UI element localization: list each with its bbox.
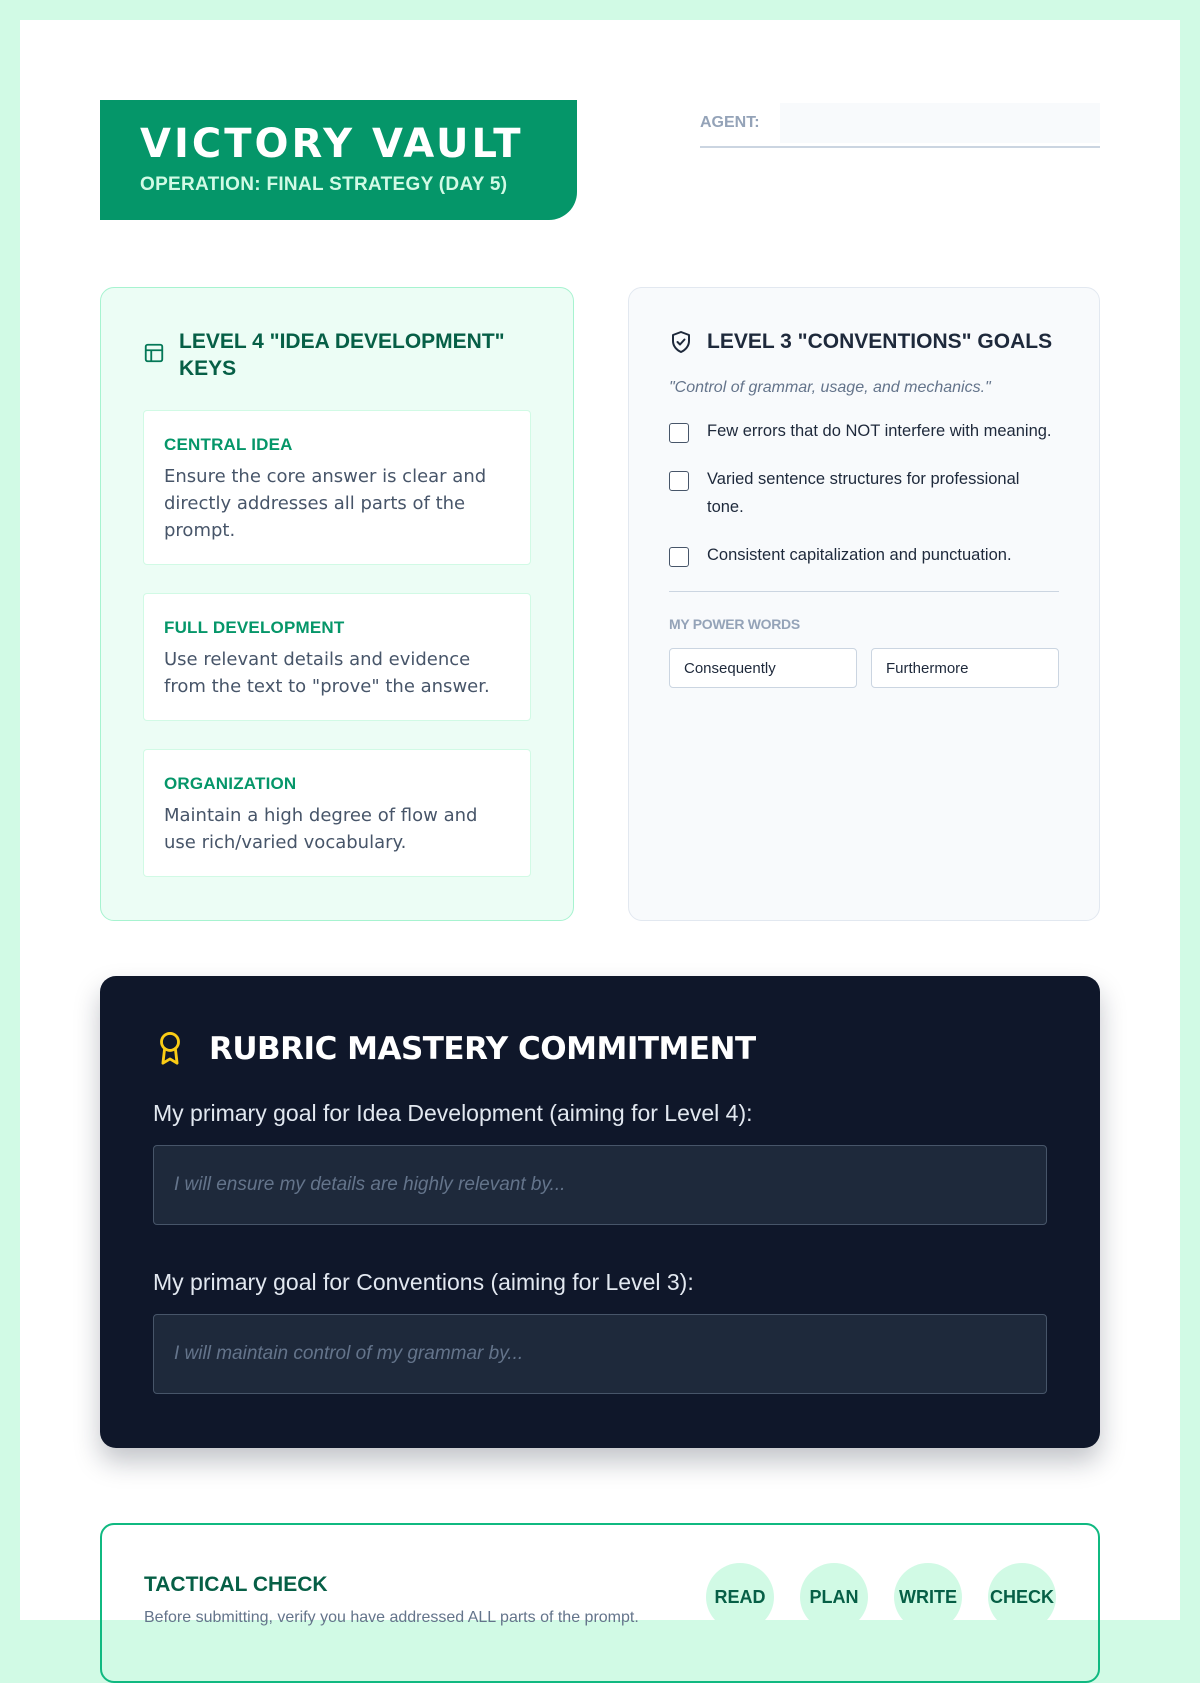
step-write-badge: WRITE bbox=[894, 1563, 962, 1631]
page-subtitle: OPERATION: FINAL STRATEGY (DAY 5) bbox=[140, 174, 508, 195]
key-central-idea bbox=[143, 410, 531, 565]
tactical-check-panel bbox=[100, 1523, 1100, 1683]
goal-checkbox[interactable] bbox=[669, 471, 689, 491]
conventions-card bbox=[628, 287, 1100, 921]
goal-checkbox[interactable] bbox=[669, 423, 689, 443]
conventions-quote: "Control of grammar, usage, and mechanics." bbox=[669, 379, 991, 396]
rubric-commitment-panel bbox=[100, 976, 1100, 1448]
power-word-input-2[interactable] bbox=[871, 648, 1059, 688]
commitment-title: RUBRIC MASTERY COMMITMENT bbox=[209, 1031, 756, 1067]
key-text: Use relevant details and evidence from the text to "prove" the answer. bbox=[164, 649, 490, 697]
step-badges bbox=[706, 1563, 1056, 1631]
key-text: Maintain a high degree of flow and use rich/varied vocabulary. bbox=[164, 805, 478, 853]
goal-item bbox=[669, 541, 1059, 569]
idea-development-card bbox=[100, 287, 574, 921]
goal-checkbox[interactable] bbox=[669, 547, 689, 567]
tactical-description: Before submitting, verify you have addressed ALL parts of the prompt. bbox=[144, 1609, 639, 1626]
idea-goal-prompt: My primary goal for Idea Development (aiming for Level 4): bbox=[153, 1100, 753, 1126]
goal-text: Few errors that do NOT interfere with meaning. bbox=[707, 422, 1052, 440]
shield-check-icon bbox=[669, 330, 693, 354]
page-title: VICTORY VAULT bbox=[140, 121, 524, 167]
idea-card-header bbox=[143, 328, 531, 382]
power-words-label: MY POWER WORDS bbox=[669, 616, 800, 632]
commitment-header bbox=[153, 1030, 1047, 1068]
goal-item bbox=[669, 465, 1059, 521]
idea-goal-input[interactable] bbox=[153, 1145, 1047, 1225]
goal-text: Varied sentence structures for professional tone. bbox=[707, 470, 1020, 516]
agent-field-row bbox=[700, 100, 1100, 148]
key-organization bbox=[143, 749, 531, 877]
conventions-goal-input[interactable] bbox=[153, 1314, 1047, 1394]
goal-item bbox=[669, 417, 1059, 445]
conventions-card-header bbox=[669, 328, 1059, 355]
key-full-development bbox=[143, 593, 531, 721]
step-plan-badge: PLAN bbox=[800, 1563, 868, 1631]
title-banner bbox=[100, 100, 577, 220]
key-title: CENTRAL IDEA bbox=[164, 435, 293, 454]
conventions-card-title: LEVEL 3 "CONVENTIONS" GOALS bbox=[707, 330, 1053, 353]
step-check-badge: CHECK bbox=[988, 1563, 1056, 1631]
award-ribbon-icon bbox=[153, 1030, 187, 1068]
key-text: Ensure the core answer is clear and directly addresses all parts of the prompt. bbox=[164, 466, 487, 541]
key-title: ORGANIZATION bbox=[164, 774, 297, 793]
goal-text: Consistent capitalization and punctuation. bbox=[707, 546, 1012, 564]
power-word-input-1[interactable] bbox=[669, 648, 857, 688]
divider bbox=[669, 591, 1059, 592]
layout-icon bbox=[143, 342, 165, 364]
agent-name-input[interactable] bbox=[780, 103, 1100, 143]
step-read-badge: READ bbox=[706, 1563, 774, 1631]
worksheet-page bbox=[20, 20, 1180, 1626]
key-title: FULL DEVELOPMENT bbox=[164, 618, 345, 637]
idea-card-title: LEVEL 4 "IDEA DEVELOPMENT" KEYS bbox=[179, 330, 505, 380]
agent-label: AGENT: bbox=[700, 114, 760, 131]
power-words-row bbox=[669, 648, 1059, 688]
conventions-goal-prompt: My primary goal for Conventions (aiming for Level 3): bbox=[153, 1269, 694, 1295]
tactical-title: TACTICAL CHECK bbox=[144, 1573, 328, 1596]
